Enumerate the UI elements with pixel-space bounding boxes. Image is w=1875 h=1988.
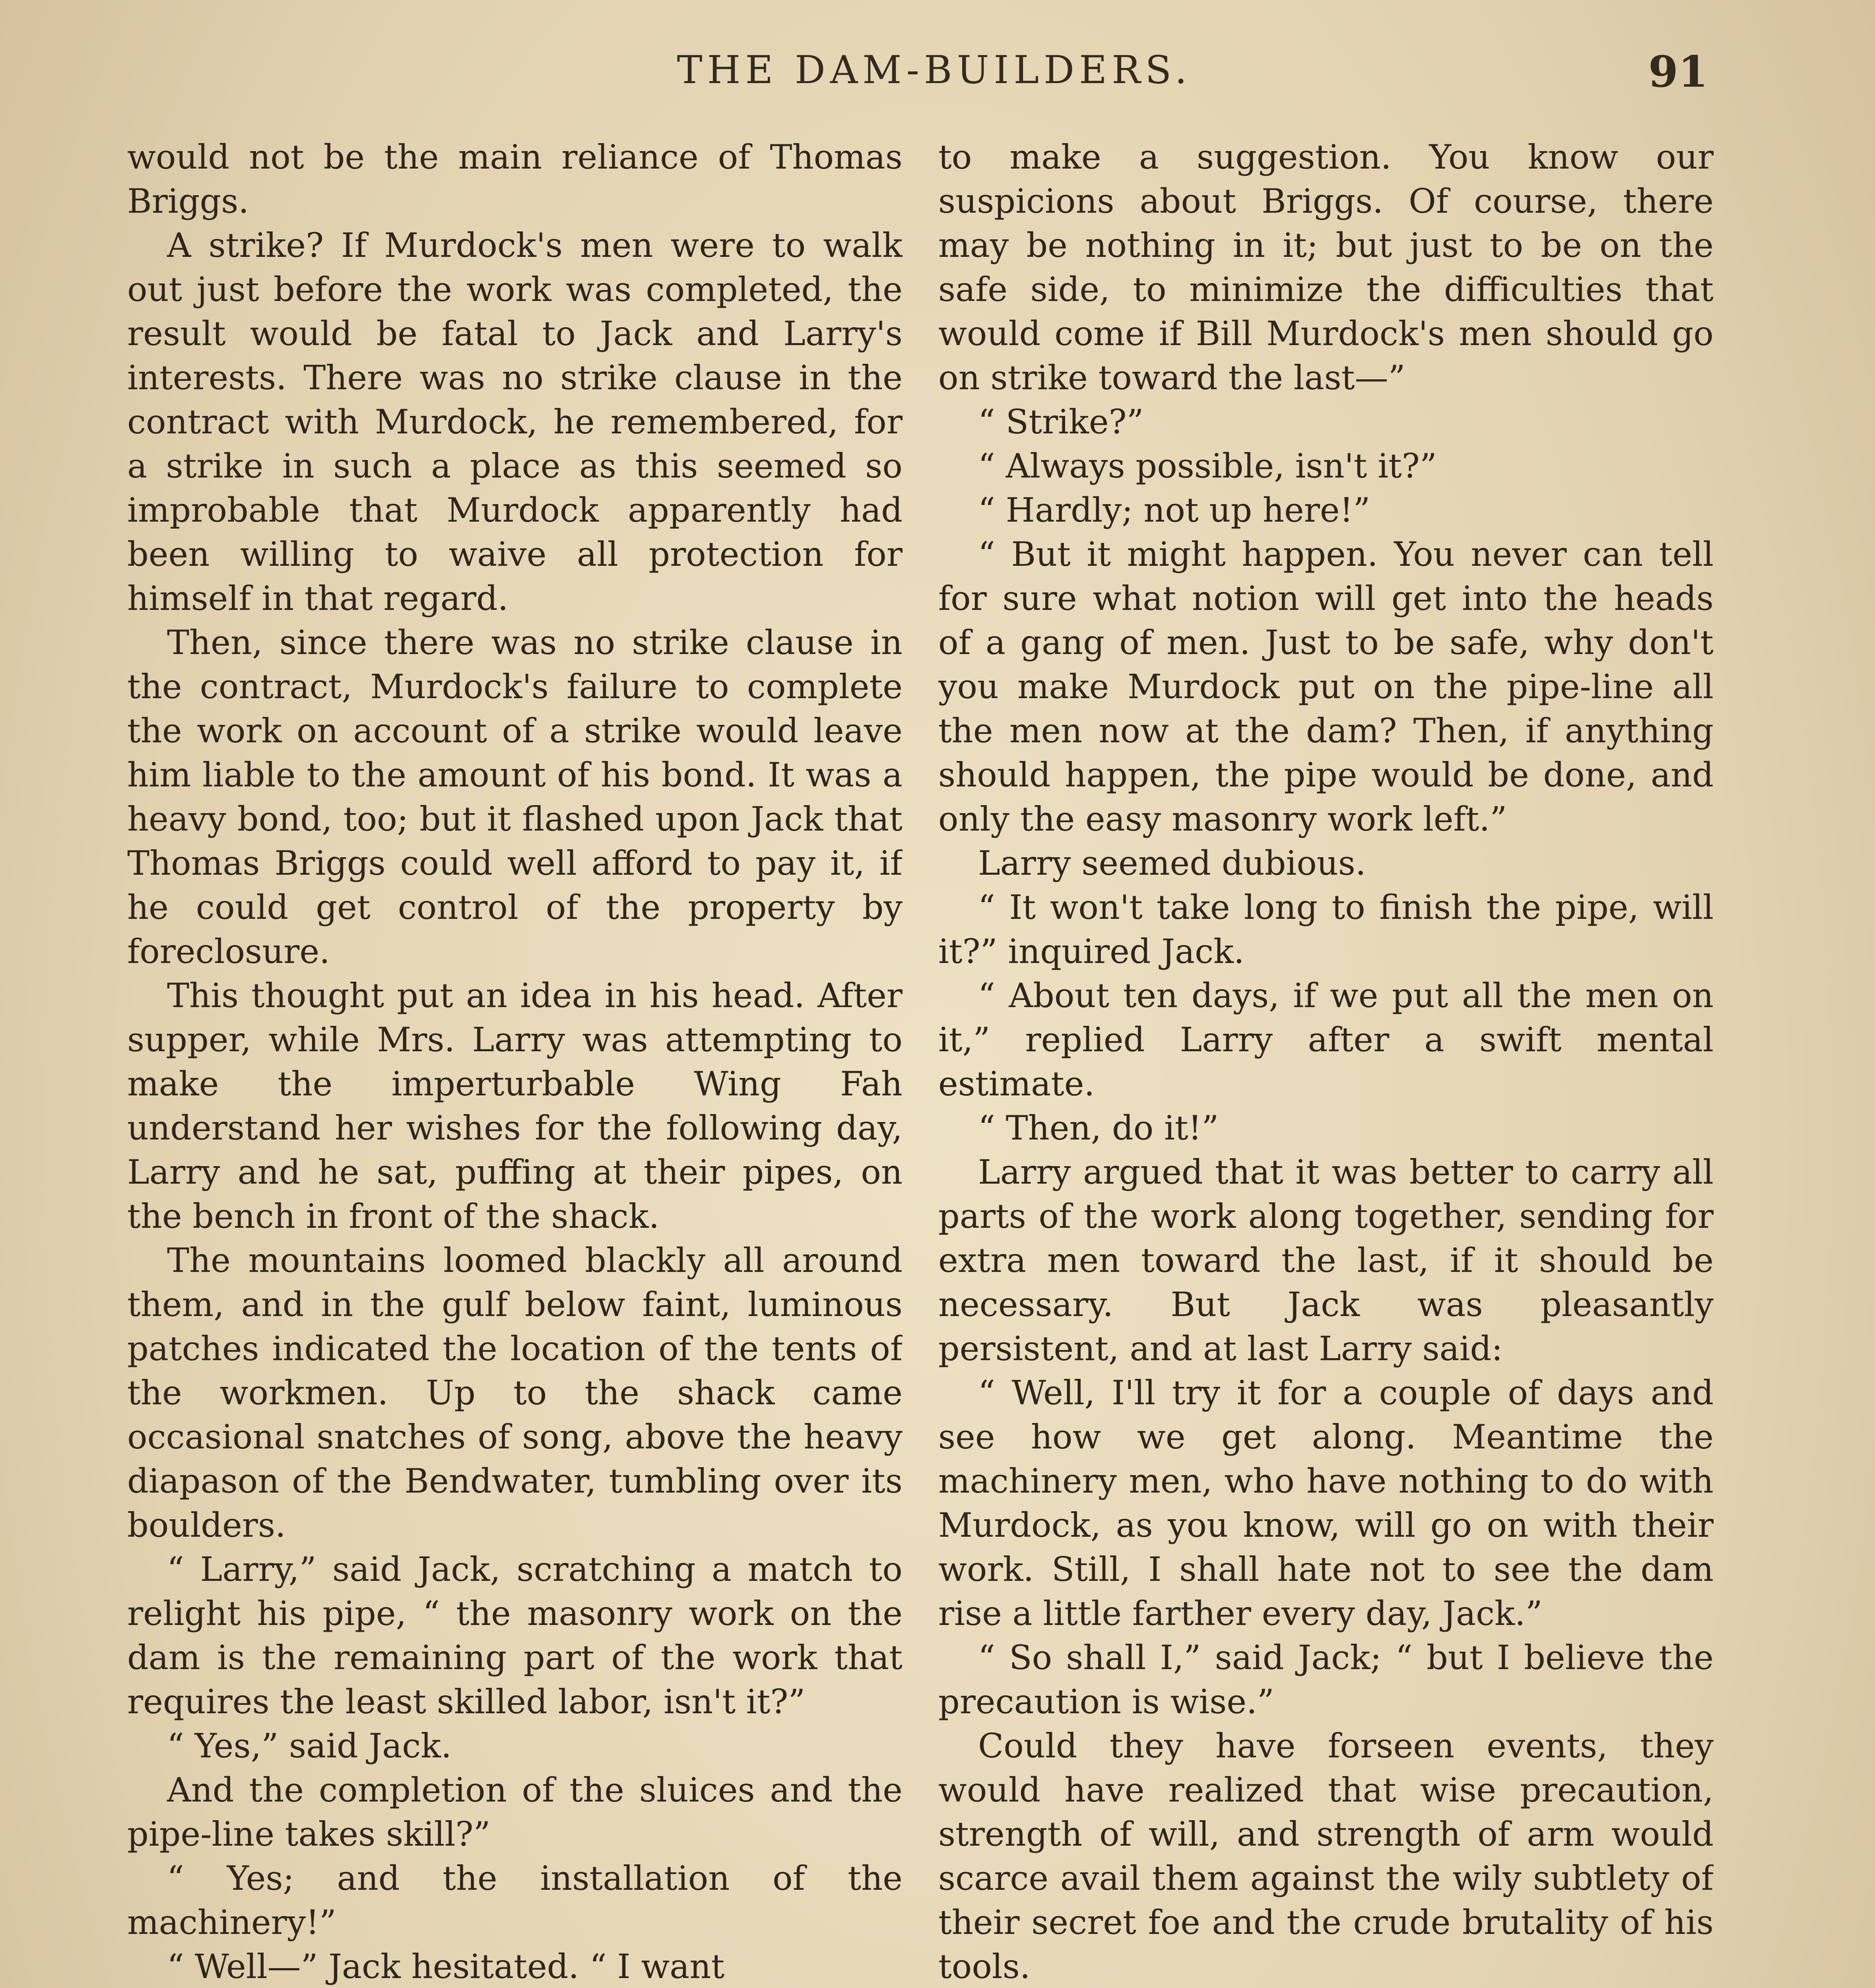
paragraph: Then, since there was no strike clause in the contract, Murdock's failure to complete the work on account of a strike would leave him liable to the amount of his bond. It was a heavy bond, too; but it flashed upon Jack that Thomas Briggs could well afford to pay it, if he could get control of the property by foreclosure. [127,623,903,971]
left-text-column [127,135,903,1988]
paragraph: “ But it might happen. You never can tell for sure what notion will get into the heads of a gang of men. Just to be safe, why don't you make Murdock put on the pipe-line all the men now at the dam? Then, if anything should happen, the pipe would be done, and only the easy masonry work left.” [938,535,1714,839]
paragraph: “ Yes,” said Jack. [167,1726,452,1765]
paragraph: And the completion of the sluices and the pipe-line takes skill?” [127,1771,903,1854]
paragraph: Larry seemed dubious. [978,844,1366,883]
paragraph: “ Always possible, isn't it?” [978,447,1437,485]
running-title: THE DAM-BUILDERS. [677,48,1192,92]
paragraph: to make a suggestion. You know our suspicions about Briggs. Of course, there may be nothing in it; but just to be on the safe side, to minimize the difficulties that would come if Bill Murdock's men should go on strike toward the last—” [938,138,1714,397]
paragraph: “ About ten days, if we put all the men on it,” replied Larry after a swift mental estimate. [938,976,1714,1103]
paragraph: “ Yes; and the installation of the machinery!” [127,1859,903,1942]
paragraph: This thought put an idea in his head. After supper, while Mrs. Larry was attempting to make the imperturbable Wing Fah understand her wishes for the following day, Larry and he sat, puffing at their pipes, on the bench in front of the shack. [127,976,903,1236]
paragraph: Larry argued that it was better to carry all parts of the work along together, sending for extra men toward the last, if it should be necessary. But Jack was pleasantly persistent, and at last Larry said: [938,1153,1714,1368]
page-number: 91 [1648,47,1708,97]
paragraph: The mountains loomed blackly all around them, and in the gulf below faint, luminous patches indicated the location of the tents of the workmen. Up to the shack came occasional snatches of song, above the heavy diapason of the Bendwater, tumbling over its boulders. [127,1241,903,1545]
paragraph: A strike? If Murdock's men were to walk out just before the work was completed, the result would be fatal to Jack and Larry's interests. There was no strike clause in the contract with Murdock, he remembered, for a strike in such a place as this seemed so improbable that Murdock apparently had been willing to waive all protection for himself in that regard. [127,226,903,618]
paragraph: “ Then, do it!” [978,1109,1219,1147]
right-text-column [938,135,1714,1988]
paragraph: “ Well—” Jack hesitated. “ I want [167,1947,725,1986]
paragraph: “ It won't take long to finish the pipe, will it?” inquired Jack. [938,888,1714,971]
paragraph: “ Strike?” [978,402,1144,441]
paragraph: “ So shall I,” said Jack; “ but I believe the precaution is wise.” [938,1638,1714,1721]
paragraph: Could they have forseen events, they would have realized that wise precaution, strength of will, and strength of arm would scarce avail them against the wily subtlety of their secret foe and the crude brutality of his tools. [938,1726,1714,1986]
paragraph: would not be the main reliance of Thomas Briggs. [127,138,903,221]
paragraph: “ Hardly; not up here!” [978,491,1370,530]
paragraph: “ Well, I'll try it for a couple of days and see how we get along. Meantime the machinery men, who have nothing to do with Murdock, as you know, will go on with their work. Still, I shall hate not to see the dam rise a little farther every day, Jack.” [938,1373,1714,1633]
paragraph: “ Larry,” said Jack, scratching a match to relight his pipe, “ the masonry work on the dam is the remaining part of the work that requires the least skilled labor, isn't it?” [127,1550,903,1721]
